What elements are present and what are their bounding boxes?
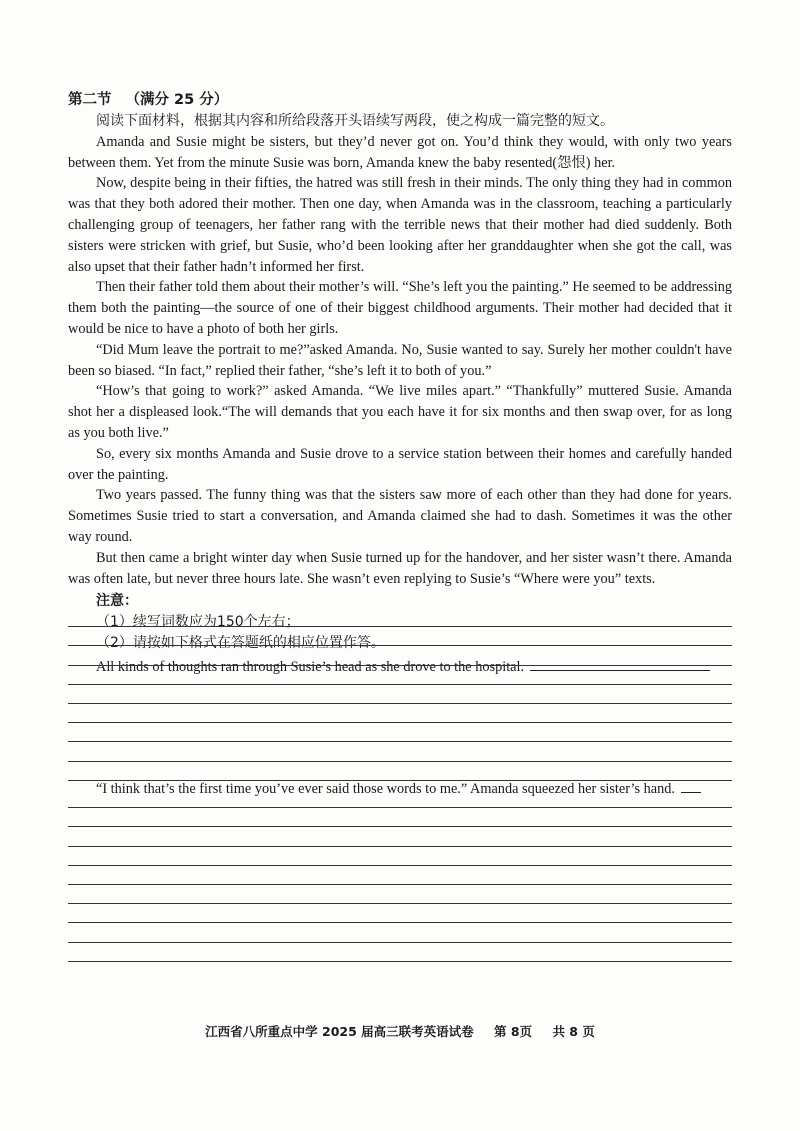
answer-lines-2	[68, 789, 732, 962]
answer-line[interactable]	[68, 723, 732, 742]
story-paragraph-6: So, every six months Amanda and Susie drove to a service station between their homes and carefully handed over the painting.	[68, 445, 732, 483]
answer-line[interactable]	[68, 685, 732, 704]
note-item-1: （1）续写词数应为150个左右；	[96, 614, 300, 631]
answer-line[interactable]	[68, 608, 732, 627]
main-content	[68, 90, 732, 678]
answer-line[interactable]	[68, 789, 732, 808]
answer-line[interactable]	[68, 904, 732, 923]
answer-line[interactable]	[68, 704, 732, 723]
story-paragraph-2: Now, despite being in their fifties, the hatred was still fresh in their minds. The only thing they had in common was that they both adored their mother. Then one day, when Amanda was in the classroom, teaching a particularly challenging group of teenagers, her father rang with the terrible news that their mother had died suddenly. Both sisters were stricken with grief, but Susie, who’d been looking after her granddaughter when she got the call, was also upset that their father hadn’t informed her first.	[68, 175, 732, 275]
page-footer	[0, 1023, 800, 1041]
footer-total-pages: 共 8 页	[552, 1024, 595, 1039]
answer-lines-1	[68, 608, 732, 781]
footer-exam-title: 江西省八所重点中学 2025 届高三联考英语试卷	[205, 1024, 474, 1039]
answer-line[interactable]	[68, 827, 732, 846]
answer-line[interactable]	[68, 742, 732, 761]
answer-line[interactable]	[68, 847, 732, 866]
section-heading	[68, 90, 732, 110]
answer-line[interactable]	[68, 943, 732, 962]
story-paragraph-4: “Did Mum leave the portrait to me?”asked Amanda. No, Susie wanted to say. Surely her mother couldn't have been so biased. “In fact,” replied their father, “she’s left it to both of you.”	[68, 341, 732, 379]
footer-page-number: 第 8页	[494, 1024, 533, 1039]
answer-line[interactable]	[68, 923, 732, 942]
prompt-2-text: “I think that’s the first time you’ve ever said those words to me.” Amanda squeezed her sister’s hand.	[96, 781, 676, 797]
story-paragraph-3: Then their father told them about their mother’s will. “She’s left you the painting.” He seemed to be addressing them both the painting—the source of one of their biggest childhood arguments. Their mother had decided that it would be nice to have a photo of both her girls.	[68, 279, 732, 337]
answer-line[interactable]	[68, 808, 732, 827]
answer-line[interactable]	[68, 866, 732, 885]
notes-title: 注意：	[96, 593, 138, 610]
answer-line[interactable]	[68, 646, 732, 665]
answer-line[interactable]	[68, 666, 732, 685]
answer-line[interactable]	[68, 627, 732, 646]
section-score: （满分 25 分）	[125, 92, 229, 108]
instruction-text: 阅读下面材料，根据其内容和所给段落开头语续写两段，使之构成一篇完整的短文。	[96, 113, 614, 129]
note-item-2: （2）请按如下格式在答题纸的相应位置作答。	[96, 635, 385, 652]
story-paragraph-5: “How’s that going to work?” asked Amanda. “We live miles apart.” “Thankfully” muttered Susie. Amanda shot her a displeased look.“The will demands that you each have it for six months and then swap over, for as long as you both live.”	[68, 383, 732, 441]
story-paragraph-1: Amanda and Susie might be sisters, but they’d never got on. You’d think they would, with only two years between them. Yet from the minute Susie was born, Amanda knew the baby resented(怨恨) her.	[68, 133, 732, 171]
story-paragraph-7: Two years passed. The funny thing was that the sisters saw more of each other than they had done for years. Sometimes Susie tried to start a conversation, and Amanda claimed she had to dash. Sometimes it was the other way round.	[68, 487, 732, 545]
prompt-1-text: All kinds of thoughts ran through Susie’s head as she drove to the hospital.	[96, 659, 525, 676]
answer-line[interactable]	[68, 885, 732, 904]
section-title: 第二节	[68, 92, 112, 108]
story-paragraph-8: But then came a bright winter day when Susie turned up for the handover, and her sister wasn’t there. Amanda was often late, but never three hours late. She wasn’t even replying to Susie’s “Where were you” texts.	[68, 549, 732, 587]
